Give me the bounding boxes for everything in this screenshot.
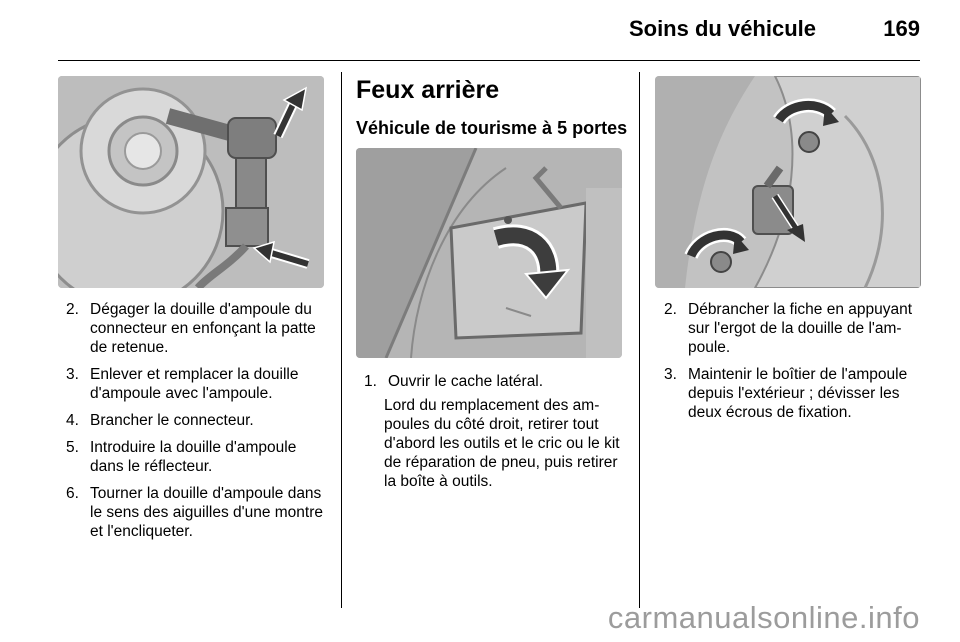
middle-steps-list xyxy=(364,372,626,395)
step-number: 3. xyxy=(66,366,79,383)
left-steps-list xyxy=(66,300,326,549)
step-number: 4. xyxy=(66,412,79,429)
step-text: Brancher le connecteur. xyxy=(90,412,254,429)
list-item xyxy=(664,300,928,357)
right-steps-list xyxy=(664,300,928,430)
step-text: Dégager la douille d'ampoule du connecteur en enfonçant la patte de retenue. xyxy=(90,301,316,356)
header-rule xyxy=(58,60,920,61)
watermark[interactable]: carmanualsonline.info xyxy=(607,600,920,635)
step-text: Enlever et remplacer la douille d'ampoule avec l'ampoule. xyxy=(90,366,299,402)
step-number: 2. xyxy=(664,301,677,318)
header-title: Soins du véhicule xyxy=(628,16,816,41)
page-number: 169 xyxy=(883,16,920,41)
step-text: Introduire la douille d'ampoule dans le réflecteur. xyxy=(90,439,297,475)
list-item xyxy=(364,372,626,391)
figure-bulb-socket xyxy=(58,76,324,288)
step-text: Débrancher la fiche en appuyant sur l'ergot de la douille de l'ampoule. xyxy=(688,301,913,356)
list-item xyxy=(664,365,928,422)
list-item xyxy=(66,484,326,541)
list-item xyxy=(66,411,326,430)
list-item xyxy=(66,300,326,357)
step-number: 5. xyxy=(66,439,79,456)
subsection-title: Véhicule de tourisme à 5 portes xyxy=(356,118,628,138)
step-number: 2. xyxy=(66,301,79,318)
step-text: Maintenir le boîtier de l'ampoule depuis l'extérieur ; dévisser les deux écrous de fixation. xyxy=(688,366,908,421)
section-title: Feux arrière xyxy=(356,76,500,104)
step-text: Ouvrir le cache latéral. xyxy=(388,373,544,390)
figure-lamp-housing xyxy=(655,76,921,288)
step-text: Tourner la douille d'ampoule dans le sens des aiguilles d'une montre et l'encliqueter. xyxy=(90,485,324,540)
list-item xyxy=(66,365,326,403)
step-number: 1. xyxy=(364,373,377,390)
middle-note: Lord du remplacement des ampoules du côté droit, retirer tout d'abord les outils et le cric ou le kit de réparation de pneu, puis retirer la boîte à outils. xyxy=(384,397,620,490)
step-number: 3. xyxy=(664,366,677,383)
figure-side-cover xyxy=(356,148,622,358)
column-divider-right xyxy=(639,72,640,608)
list-item xyxy=(66,438,326,476)
step-number: 6. xyxy=(66,485,79,502)
column-divider-left xyxy=(341,72,342,608)
